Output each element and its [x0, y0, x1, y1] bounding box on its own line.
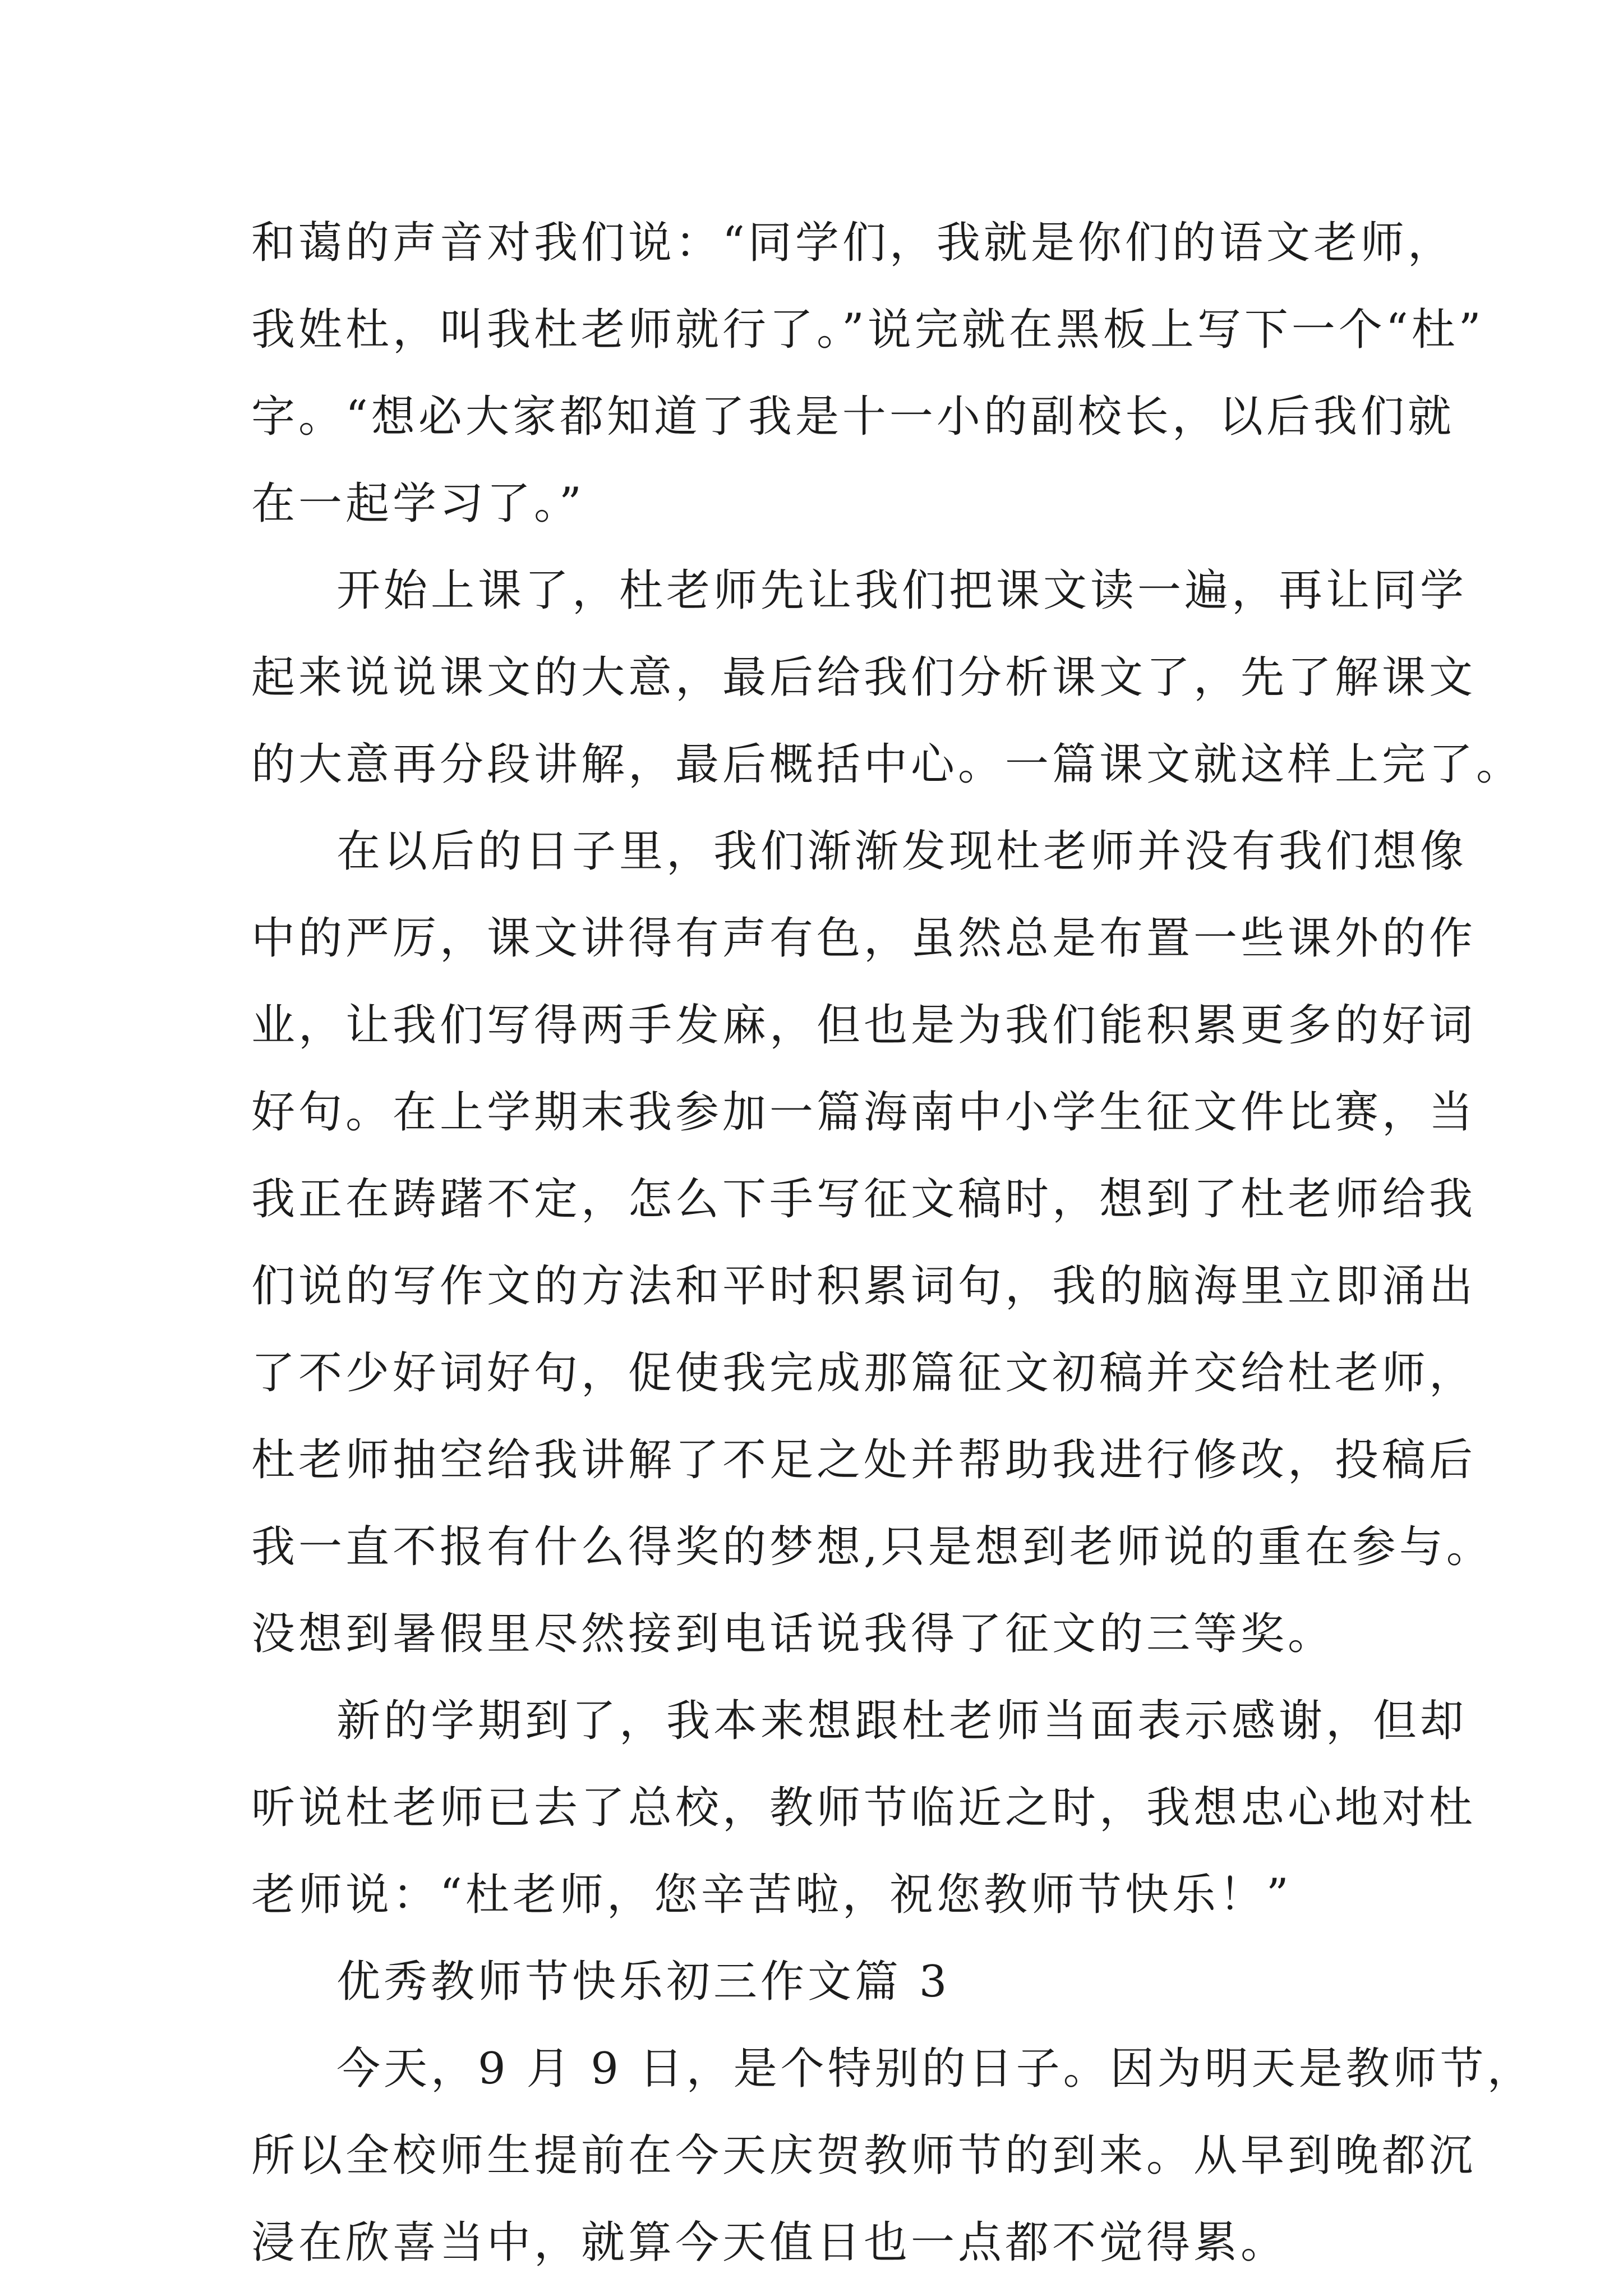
text-line: 和蔼的声音对我们说：“同学们，我就是你们的语文老师，: [251, 218, 1455, 268]
paragraph-first-line: 新的学期到了，我本来想跟杜老师当面表示感谢，但却: [336, 1696, 1468, 1746]
text-line: 没想到暑假里尽然接到电话说我得了征文的三等奖。: [251, 1609, 1335, 1659]
paragraph-first-line: 今天，9 月 9 日，是个特别的日子。因为明天是教师节，: [336, 2044, 1534, 2094]
text-line: 我姓杜，叫我杜老师就行了。”说完就在黑板上写下一个“杜”: [251, 305, 1484, 355]
text-line: 我正在踌躇不定，怎么下手写征文稿时，想到了杜老师给我: [251, 1174, 1477, 1225]
text-line: 中的严厉，课文讲得有声有色，虽然总是布置一些课外的作: [251, 913, 1477, 964]
text-line: 起来说说课文的大意，最后给我们分析课文了，先了解课文: [251, 652, 1477, 703]
text-line: 浸在欣喜当中，就算今天值日也一点都不觉得累。: [251, 2217, 1288, 2268]
paragraph-first-line: 开始上课了，杜老师先让我们把课文读一遍，再让同学: [336, 565, 1468, 616]
text-line: 老师说：“杜老师，您辛苦啦，祝您教师节快乐！”: [251, 1870, 1292, 1920]
text-line: 了不少好词好句，促使我完成那篇征文初稿并交给杜老师，: [251, 1348, 1477, 1398]
text-line: 杜老师抽空给我讲解了不足之处并帮助我进行修改，投稿后: [251, 1435, 1477, 1485]
text-line: 听说杜老师已去了总校，教师节临近之时，我想忠心地对杜: [251, 1783, 1477, 1833]
text-line: 所以全校师生提前在今天庆贺教师节的到来。从早到晚都沉: [251, 2131, 1477, 2181]
paragraph-first-line: 在以后的日子里，我们渐渐发现杜老师并没有我们想像: [336, 826, 1468, 877]
text-line: 业，让我们写得两手发麻，但也是为我们能积累更多的好词: [251, 1000, 1477, 1051]
text-line: 在一起学习了。”: [251, 478, 585, 529]
text-line: 我一直不报有什么得奖的梦想,只是想到老师说的重在参与。: [251, 1522, 1493, 1572]
section-heading: 优秀教师节快乐初三作文篇 3: [336, 1957, 951, 2007]
text-line: 好句。在上学期末我参加一篇海南中小学生征文件比赛，当: [251, 1087, 1477, 1138]
text-line: 字。“想必大家都知道了我是十一小的副校长，以后我们就: [251, 392, 1455, 442]
text-line: 们说的写作文的方法和平时积累词句，我的脑海里立即涌出: [251, 1261, 1477, 1312]
text-line: 的大意再分段讲解，最后概括中心。一篇课文就这样上完了。: [251, 739, 1524, 790]
